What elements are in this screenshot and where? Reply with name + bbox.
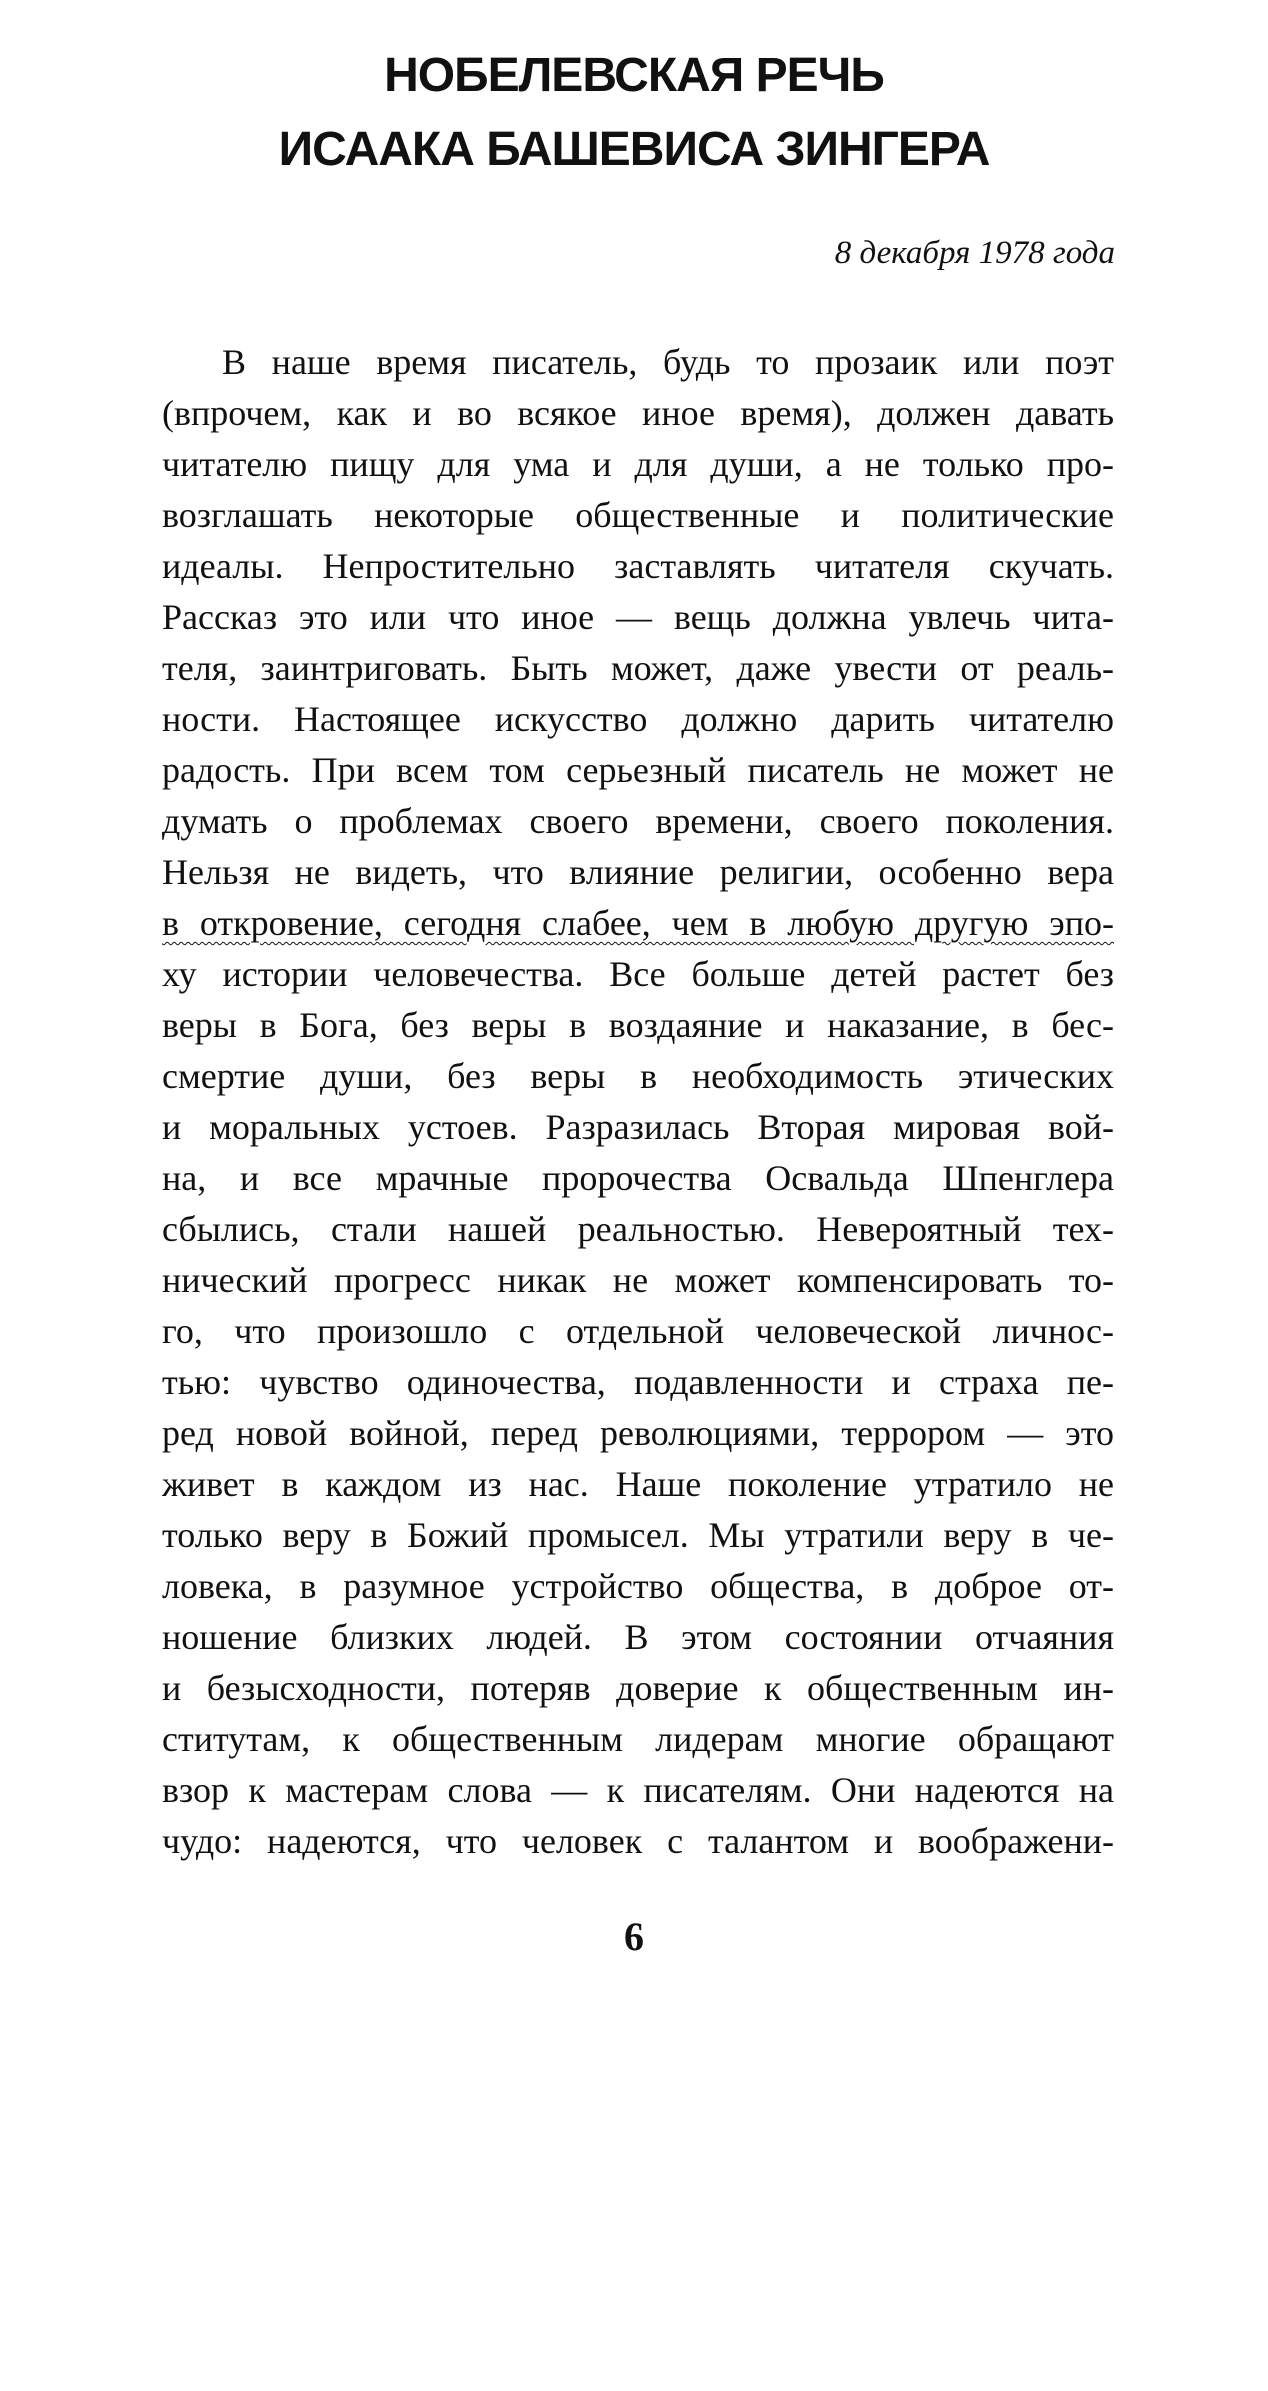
- text-line: веры в Бога, без веры в воздаяние и наказание, в бес-: [162, 1005, 1114, 1045]
- text-line: и моральных устоев. Разразилась Вторая мировая вой-: [162, 1107, 1114, 1147]
- text-line: го, что произошло с отдельной человеческой личнос-: [162, 1311, 1114, 1351]
- text-line: ститутам, к общественным лидерам многие обращают: [162, 1719, 1114, 1759]
- speech-date: 8 декабря 1978 года: [834, 235, 1115, 271]
- page-number: 6: [624, 1914, 644, 1959]
- text-line: ности. Настоящее искусство должно дарить читателю: [162, 699, 1114, 739]
- text-line: ношение близких людей. В этом состоянии отчаяния: [162, 1617, 1114, 1657]
- text-line: ху истории человечества. Все больше детей растет без: [162, 954, 1114, 994]
- text-line: возглашать некоторые общественные и политические: [162, 495, 1114, 535]
- text-line: В наше время писатель, будь то прозаик или поэт: [222, 342, 1114, 382]
- text-line: смертие души, без веры в необходимость этических: [162, 1056, 1114, 1096]
- text-line: чудо: надеются, что человек с талантом и воображени-: [162, 1821, 1114, 1861]
- text-line: Рассказ это или что иное — вещь должна увлечь чита-: [162, 597, 1114, 637]
- text-line: только веру в Божий промысел. Мы утратили веру в че-: [162, 1515, 1114, 1555]
- text-line: взор к мастерам слова — к писателям. Они надеются на: [162, 1770, 1114, 1810]
- text-line: думать о проблемах своего времени, своего поколения.: [162, 801, 1114, 841]
- text-line: живет в каждом из нас. Наше поколение утратило не: [162, 1464, 1114, 1504]
- text-line: (впрочем, как и во всякое иное время), должен давать: [162, 393, 1114, 433]
- text-line: сбылись, стали нашей реальностью. Невероятный тех-: [162, 1209, 1114, 1249]
- text-line: нический прогресс никак не может компенсировать то-: [162, 1260, 1114, 1300]
- text-line: на, и все мрачные пророчества Освальда Шпенглера: [162, 1158, 1114, 1198]
- text-line: ред новой войной, перед революциями, террором — это: [162, 1413, 1114, 1453]
- title-line-2: ИСААКА БАШЕВИСА ЗИНГЕРА: [278, 123, 990, 176]
- text-line: Нельзя не видеть, что влияние религии, особенно вера: [162, 852, 1114, 892]
- title-line-1: НОБЕЛЕВСКАЯ РЕЧЬ: [384, 49, 884, 102]
- text-line: теля, заинтриговать. Быть может, даже увести от реаль-: [162, 648, 1114, 688]
- text-line: и безысходности, потеряв доверие к общественным ин-: [162, 1668, 1114, 1708]
- text-line: ловека, в разумное устройство общества, в доброе от-: [162, 1566, 1114, 1606]
- text-line-underlined: в откровение, сегодня слабее, чем в любую другую эпо-: [162, 903, 1114, 943]
- text-line: радость. При всем том серьезный писатель не может не: [162, 750, 1114, 790]
- text-line: читателю пищу для ума и для души, а не только про-: [162, 444, 1114, 484]
- text-line: идеалы. Непростительно заставлять читателя скучать.: [162, 546, 1114, 586]
- text-line: тью: чувство одиночества, подавленности и страха пе-: [162, 1362, 1114, 1402]
